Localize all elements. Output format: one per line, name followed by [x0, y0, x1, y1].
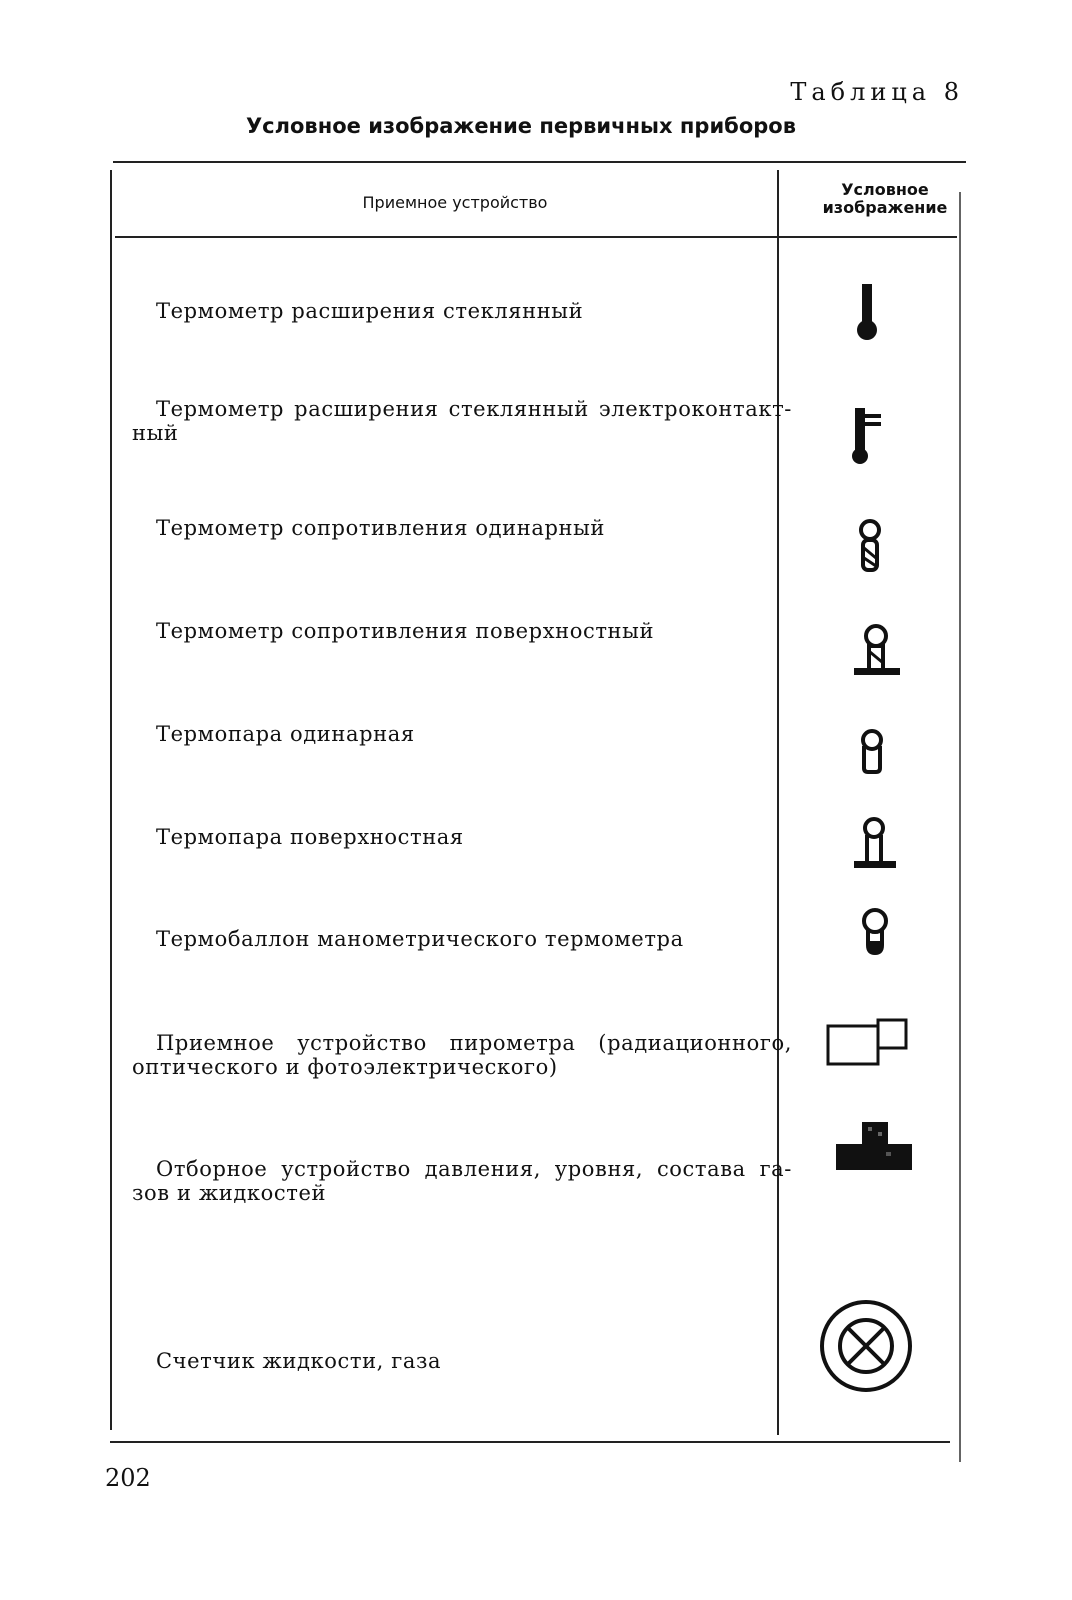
table-bottom-rule	[110, 1441, 950, 1443]
table-header-rule	[115, 236, 957, 238]
resistance-thermometer-surface-icon	[848, 622, 904, 680]
column-divider	[777, 170, 779, 1435]
thermometer-electrocontact-icon	[845, 400, 895, 470]
column-header-device: Приемное устройство	[362, 193, 548, 212]
table-row-label: Приемное устройство пирометра (радиационного, оптического и фотоэлектрического)	[132, 1031, 792, 1079]
table-row-label: Термопара одинарная	[156, 722, 415, 746]
table-row-label: Термопара поверхностная	[156, 825, 464, 849]
flow-meter-icon	[812, 1290, 922, 1400]
table-row-label: Термобаллон манометрического термометра	[156, 927, 684, 951]
table-title: Условное изображение первичных приборов	[245, 114, 796, 138]
column-header-symbol	[800, 181, 970, 217]
page-number: 202	[105, 1464, 151, 1492]
thermocouple-single-icon	[852, 728, 892, 776]
column-header-symbol-line2: изображение	[822, 198, 948, 217]
thermocouple-surface-icon	[850, 816, 900, 872]
sampling-device-icon	[834, 1118, 916, 1176]
table-row-label: Отборное устройство давления, уровня, состава га-зов и жидкостей	[132, 1157, 792, 1205]
resistance-thermometer-single-icon	[852, 518, 892, 578]
table-row-label: Счетчик жидкости, газа	[156, 1349, 442, 1373]
table-row-label: Термометр расширения стеклянный	[156, 299, 584, 323]
table-row-label: Термометр сопротивления поверхностный	[156, 619, 655, 643]
thermometer-glass-icon	[848, 280, 888, 350]
table-left-border	[110, 170, 112, 1430]
column-header-symbol-line1: Условное	[841, 180, 929, 199]
table-top-rule	[113, 161, 966, 163]
table-right-border	[959, 192, 961, 1462]
thermal-bulb-icon	[855, 905, 895, 959]
table-row-label: Термометр расширения стеклянный электроконтакт-ный	[132, 397, 792, 445]
table-row-label: Термометр сопротивления одинарный	[156, 516, 605, 540]
table-number: Таблица 8	[790, 78, 964, 106]
pyrometer-receiver-icon	[822, 1014, 912, 1070]
